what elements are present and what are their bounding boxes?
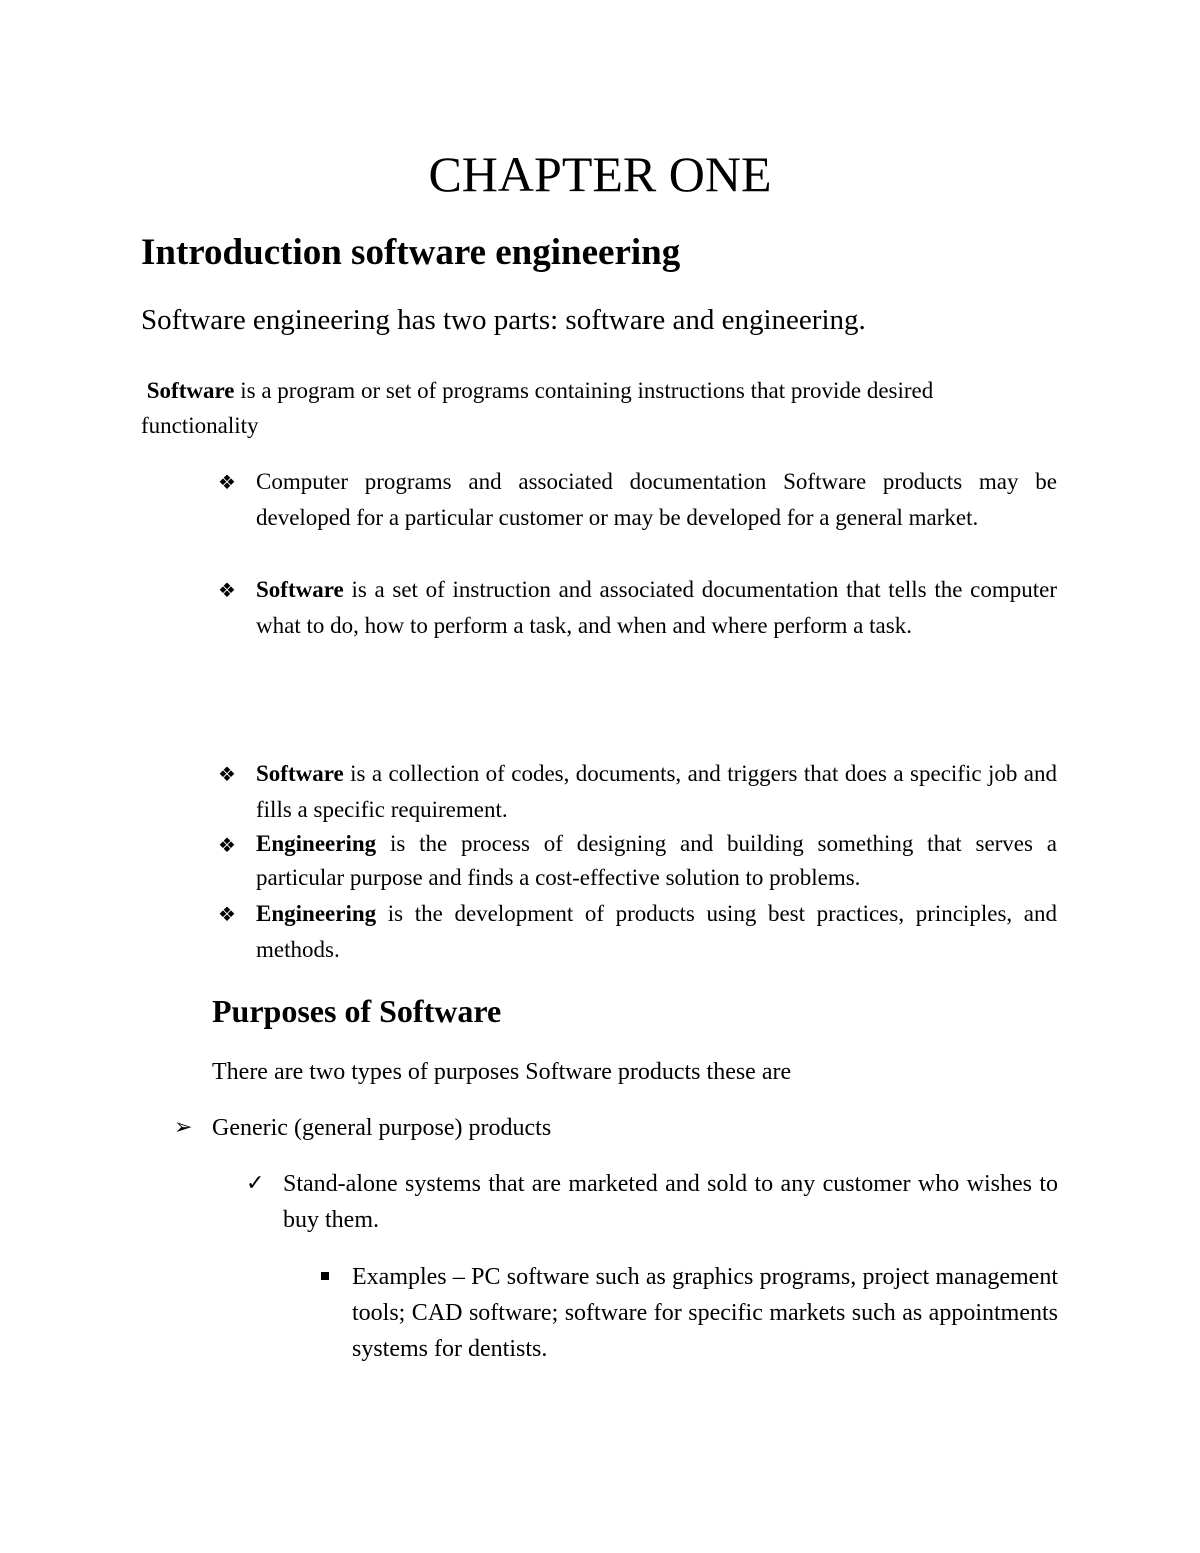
definition-text: is a program or set of programs containing instructions that provide desired functionality <box>141 378 934 438</box>
diamond-bullet-icon: ❖ <box>218 470 236 494</box>
generic-products-text: Generic (general purpose) products <box>212 1115 552 1141</box>
bullet-body: Computer programs and associated documentation Software products may be developed for a particular customer or may be developed for a general market. <box>256 469 1057 530</box>
bullet-text <box>256 827 1057 895</box>
bullet-text <box>256 896 1057 968</box>
software-definition <box>141 373 1051 443</box>
purposes-intro: There are two types of purposes Software products these are <box>212 1059 792 1085</box>
diamond-bullet-icon: ❖ <box>218 902 236 926</box>
checkmark-bullet-icon: ✓ <box>246 1171 265 1196</box>
arrow-bullet-icon: ➢ <box>174 1115 193 1140</box>
examples-text: Examples – PC software such as graphics programs, project management tools; CAD software; software for specific markets such as appointments systems for dentists. <box>352 1264 1058 1362</box>
bullet-body: is a collection of codes, documents, and triggers that does a specific job and fills a specific requirement. <box>256 761 1057 822</box>
intro-line: Software engineering has two parts: software and engineering. <box>141 304 866 336</box>
bullet-body: is the process of designing and building something that serves a particular purpose and finds a cost-effective solution to problems. <box>256 831 1057 890</box>
bullet-body: is a set of instruction and associated documentation that tells the computer what to do, how to perform a task, and when and where perform a task. <box>256 577 1057 638</box>
bullet-term: Engineering <box>256 901 377 926</box>
bullet-term: Engineering <box>256 831 377 856</box>
diamond-bullet-icon: ❖ <box>218 833 236 857</box>
bullet-term: Software <box>256 761 344 786</box>
bullet-text <box>256 756 1057 828</box>
square-bullet-icon <box>321 1272 329 1280</box>
purposes-heading: Purposes of Software <box>212 993 502 1029</box>
bullet-text <box>256 572 1057 644</box>
chapter-title: CHAPTER ONE <box>428 146 772 202</box>
section-heading: Introduction software engineering <box>141 232 681 273</box>
diamond-bullet-icon: ❖ <box>218 578 236 602</box>
standalone-systems-text: Stand-alone systems that are marketed and sold to any customer who wishes to buy them. <box>283 1171 1058 1233</box>
definition-term: Software <box>146 378 235 403</box>
bullet-text <box>256 464 1057 536</box>
bullet-term: Software <box>256 577 344 602</box>
diamond-bullet-icon: ❖ <box>218 762 236 786</box>
bullet-body: is the development of products using best practices, principles, and methods. <box>256 901 1057 962</box>
